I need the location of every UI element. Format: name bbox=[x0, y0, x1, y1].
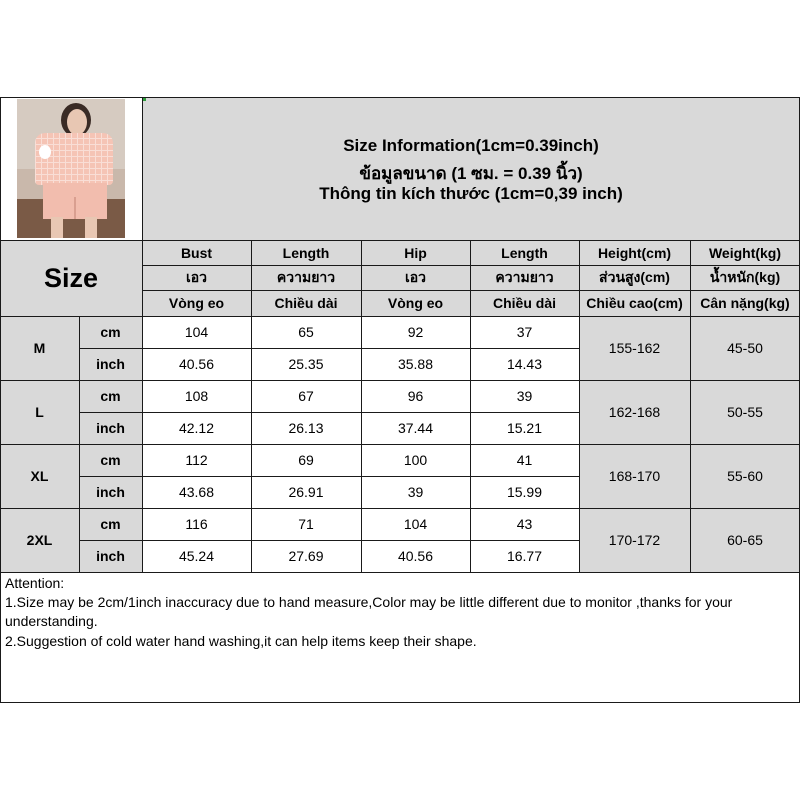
grid-line bbox=[0, 508, 800, 509]
m-weight: 45-50 bbox=[727, 340, 763, 356]
2xl-weight: 60-65 bbox=[727, 532, 763, 548]
grid-line bbox=[251, 240, 252, 572]
col-hip-en: Hip bbox=[404, 244, 427, 261]
col-hip-vi: Vòng eo bbox=[387, 295, 444, 311]
size-header-label: Size bbox=[43, 262, 99, 293]
grid-line bbox=[0, 444, 800, 445]
size-m-label: M bbox=[33, 340, 46, 356]
m-length-cm: 65 bbox=[298, 324, 314, 340]
2xl-hip-inch: 40.56 bbox=[397, 548, 434, 564]
l-length-cm: 67 bbox=[298, 388, 314, 404]
2xl-bust-inch: 45.24 bbox=[178, 548, 215, 564]
unit-cm-label: cm bbox=[100, 388, 121, 404]
attention-heading: Attention: bbox=[5, 575, 65, 591]
col-length-vi: Chiều dài bbox=[274, 295, 338, 311]
grid-line bbox=[470, 240, 471, 572]
grid-line bbox=[79, 316, 80, 572]
l-hip-inch: 37.44 bbox=[397, 420, 434, 436]
xl-bust-inch: 43.68 bbox=[178, 484, 215, 500]
grid-line bbox=[0, 97, 800, 98]
size-info-title-th: ข้อมูลขนาด (1 ซม. = 0.39 นิ้ว) bbox=[359, 164, 583, 183]
unit-inch-label: inch bbox=[96, 356, 125, 372]
col-weight-en: Weight(kg) bbox=[708, 244, 782, 261]
grid-line bbox=[79, 412, 579, 413]
2xl-bust-cm: 116 bbox=[185, 516, 208, 532]
2xl-length-cm: 71 bbox=[298, 516, 314, 532]
m-length-inch: 25.35 bbox=[288, 356, 324, 372]
m-hip-cm: 92 bbox=[407, 324, 424, 340]
grid-line bbox=[0, 316, 800, 317]
l-length-inch: 26.13 bbox=[288, 420, 324, 436]
col-length2-en: Length bbox=[501, 244, 548, 261]
l-bust-cm: 108 bbox=[184, 388, 209, 404]
grid-line bbox=[79, 476, 579, 477]
grid-line bbox=[690, 240, 691, 572]
col-bust-vi: Vòng eo bbox=[168, 295, 225, 311]
xl-hip-inch: 39 bbox=[407, 484, 424, 500]
grid-line bbox=[79, 348, 579, 349]
m-bust-cm: 104 bbox=[184, 324, 209, 340]
xl-length2-inch: 15.99 bbox=[506, 484, 543, 500]
col-weight-vi: Cân nặng(kg) bbox=[700, 295, 790, 311]
xl-length-inch: 26.91 bbox=[288, 484, 324, 500]
xl-length-cm: 69 bbox=[298, 452, 314, 468]
grid-line bbox=[142, 97, 143, 572]
grid-line bbox=[142, 265, 800, 266]
attention-note-1: 1.Size may be 2cm/1inch inaccuracy due to hand measure,Color may be little different due to monitor ,thanks for your understanding. bbox=[5, 594, 733, 629]
unit-cm-label: cm bbox=[100, 324, 121, 340]
xl-weight: 55-60 bbox=[727, 468, 763, 484]
grid-line bbox=[0, 572, 800, 573]
col-weight-th: น้ำหนัก(kg) bbox=[709, 268, 781, 285]
col-bust-en: Bust bbox=[180, 244, 213, 261]
col-bust-th: เอว bbox=[185, 268, 208, 285]
xl-bust-cm: 112 bbox=[185, 452, 208, 468]
col-length-en: Length bbox=[282, 244, 330, 261]
grid-line bbox=[579, 240, 580, 572]
l-length2-cm: 39 bbox=[516, 388, 533, 404]
m-bust-inch: 40.56 bbox=[178, 356, 215, 372]
grid-line bbox=[0, 240, 800, 241]
size-info-title-en: Size Information(1cm=0.39inch) bbox=[343, 136, 599, 155]
size-info-title-vi: Thông tin kích thước (1cm=0,39 inch) bbox=[319, 184, 623, 203]
unit-cm-label: cm bbox=[100, 452, 121, 468]
l-length2-inch: 15.21 bbox=[506, 420, 543, 436]
2xl-length2-inch: 16.77 bbox=[506, 548, 543, 564]
col-length2-vi: Chiều dài bbox=[492, 295, 556, 311]
unit-cm-label: cm bbox=[100, 516, 121, 532]
col-height-vi: Chiều cao(cm) bbox=[586, 295, 683, 311]
unit-inch-label: inch bbox=[96, 420, 125, 436]
size-l-label: L bbox=[35, 404, 44, 420]
2xl-length2-cm: 43 bbox=[516, 516, 533, 532]
col-hip-th: เอว bbox=[404, 268, 427, 285]
col-length2-th: ความยาว bbox=[495, 268, 554, 285]
l-weight: 50-55 bbox=[727, 404, 763, 420]
grid-line bbox=[79, 540, 579, 541]
product-image bbox=[17, 99, 125, 238]
grid-line bbox=[0, 380, 800, 381]
xl-hip-cm: 100 bbox=[403, 452, 428, 468]
col-length-th: ความยาว bbox=[276, 268, 336, 285]
l-bust-inch: 42.12 bbox=[178, 420, 215, 436]
2xl-height: 170-172 bbox=[608, 532, 661, 548]
m-hip-inch: 35.88 bbox=[397, 356, 434, 372]
grid-line bbox=[0, 97, 1, 703]
m-length2-inch: 14.43 bbox=[506, 356, 543, 372]
l-hip-cm: 96 bbox=[407, 388, 424, 404]
grid-line bbox=[142, 290, 800, 291]
2xl-hip-cm: 104 bbox=[403, 516, 428, 532]
m-height: 155-162 bbox=[608, 340, 661, 356]
unit-inch-label: inch bbox=[96, 484, 125, 500]
grid-line bbox=[0, 702, 800, 703]
grid-line bbox=[361, 240, 362, 572]
unit-inch-label: inch bbox=[96, 548, 125, 564]
col-height-en: Height(cm) bbox=[597, 244, 672, 261]
xl-height: 168-170 bbox=[608, 468, 661, 484]
size-xl-label: XL bbox=[30, 468, 49, 484]
m-length2-cm: 37 bbox=[516, 324, 533, 340]
size-2xl-label: 2XL bbox=[26, 532, 53, 548]
xl-length2-cm: 41 bbox=[516, 452, 533, 468]
attention-note-2: 2.Suggestion of cold water hand washing,it can help items keep their shape. bbox=[5, 633, 477, 649]
col-height-th: ส่วนสูง(cm) bbox=[599, 268, 670, 285]
2xl-length-inch: 27.69 bbox=[288, 548, 324, 564]
l-height: 162-168 bbox=[608, 404, 661, 420]
